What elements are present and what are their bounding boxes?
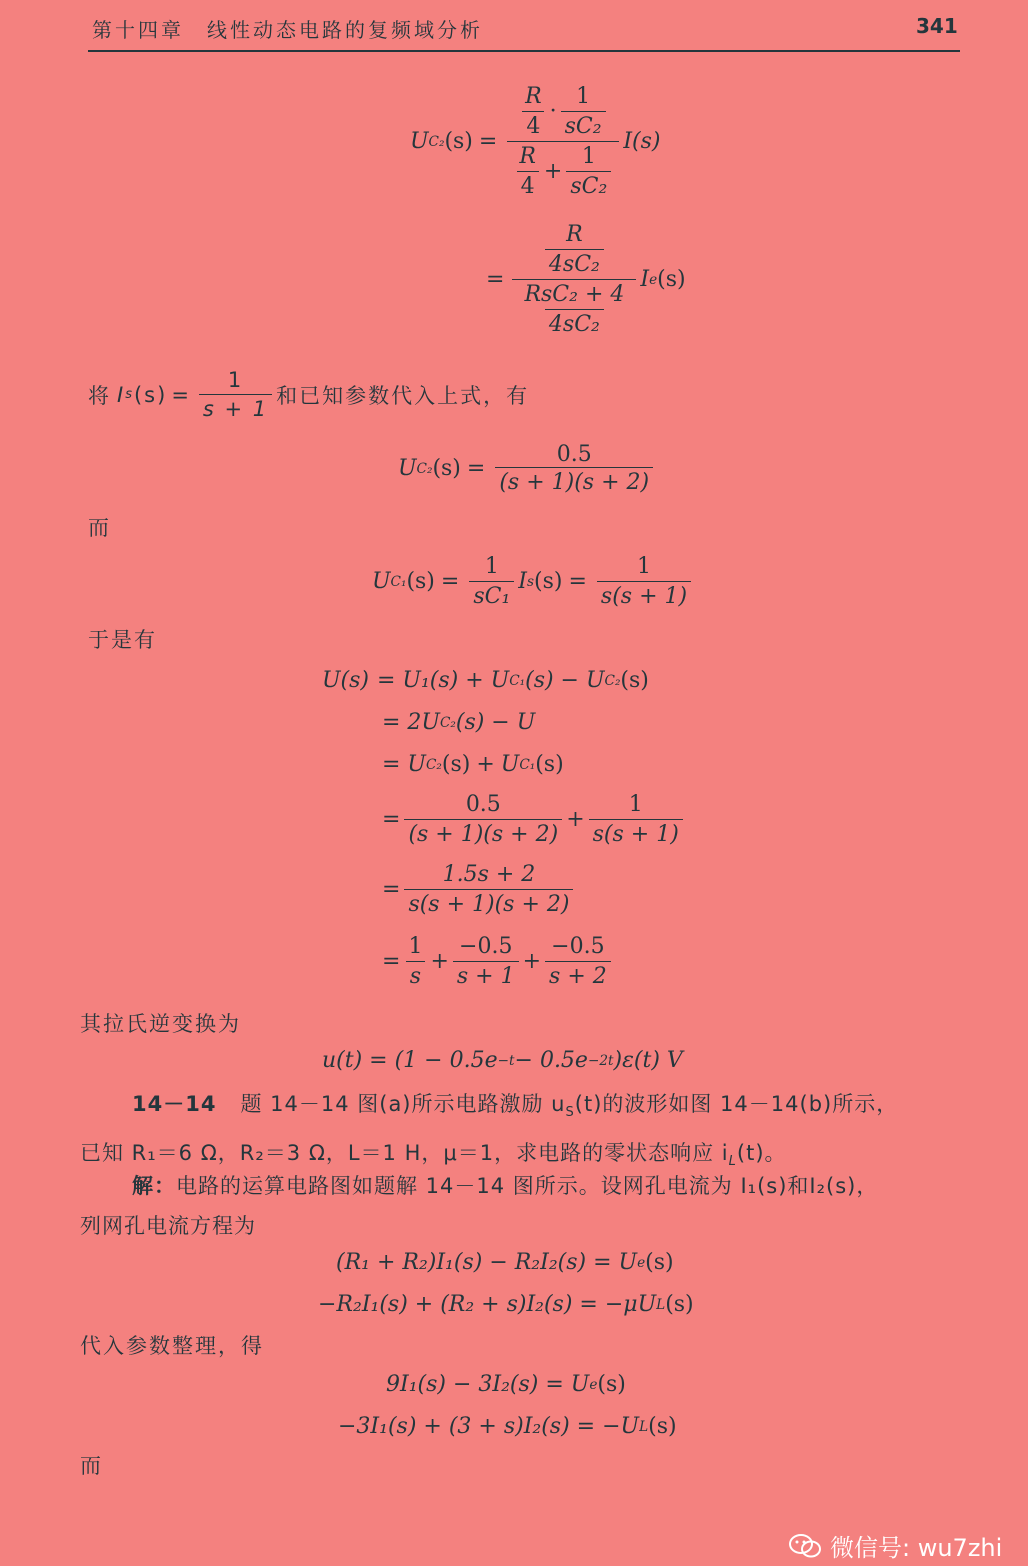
frac-num: 0.5: [465, 792, 501, 817]
plus-operator: +: [522, 949, 542, 974]
frac-num: R: [519, 144, 536, 169]
current-ie: I: [640, 267, 650, 292]
numeric-equation-2: [338, 1414, 677, 1439]
subscript: L: [639, 1418, 649, 1435]
expr-fragment: (R₁ + R₂)I₁(s) − R₂I₂(s) = U: [336, 1250, 638, 1275]
frac-num: 1.5s + 2: [442, 862, 536, 887]
connector-and-2: 而: [80, 1454, 103, 1478]
compound-fraction: [507, 84, 619, 199]
mesh-equation-1: [336, 1250, 674, 1275]
plus-operator: +: [566, 807, 585, 832]
frac-den: 4: [522, 111, 544, 139]
text-fragment: 和已知参数代入上式，有: [276, 383, 530, 408]
solution-text: 电路的运算电路图如题解 14－14 图所示。设网孔电流为 I₁(s)和I₂(s)，: [176, 1174, 879, 1198]
watermark: [788, 1528, 1002, 1563]
subscript: C₂: [604, 672, 621, 689]
frac-den: (s + 1)(s + 2): [404, 819, 562, 847]
equation-uc1: [372, 554, 695, 609]
arg-s: (s): [441, 752, 471, 777]
frac-den: s(s + 1): [589, 819, 683, 847]
equation-uc2-def: [410, 84, 660, 199]
arg-s: (s): [444, 129, 473, 154]
frac-den: 4sC₂: [545, 249, 604, 277]
frac-num: −0.5: [551, 934, 605, 959]
equals-sign: =: [466, 456, 486, 481]
subscript: L: [656, 1296, 666, 1313]
exponent: −t: [497, 1052, 515, 1069]
frac-num: 1: [408, 934, 423, 959]
equation-uc2-result: [398, 442, 657, 495]
mesh-equation-2: [318, 1292, 694, 1317]
arg-s: (s): [406, 569, 435, 594]
problem-text: (t)的波形如图 14－14(b)所示，: [574, 1092, 899, 1116]
frac-num: 1: [576, 84, 591, 109]
frac-den: s + 1: [453, 961, 519, 989]
solution-text: 列网孔电流方程为: [80, 1214, 256, 1238]
expr-fragment: −3I₁(s) + (3 + s)I₂(s) = −U: [338, 1414, 640, 1439]
problem-text: (t)。: [736, 1141, 787, 1166]
expr-fragment: (s): [665, 1292, 694, 1317]
derivation-line-4: [382, 792, 687, 847]
subscript: C₁: [519, 756, 536, 773]
equals-sign: =: [486, 267, 505, 292]
arg-s: (s): [133, 382, 168, 407]
equation-ut: [322, 1048, 683, 1073]
frac-num: 1: [636, 554, 651, 579]
subscript: L: [728, 1154, 737, 1170]
arg-s: (s): [535, 752, 564, 777]
frac-num: 0.5: [556, 442, 592, 467]
expr-fragment: = U₁(s) + U: [377, 668, 510, 693]
connector-and: 而: [88, 516, 111, 540]
arg-s: (s): [620, 668, 649, 693]
subscript: e: [589, 1376, 598, 1393]
expr-fragment: = U: [382, 752, 426, 777]
problem-text: 题 14－14 图(a)所示电路激励 u: [240, 1092, 566, 1116]
derivation-line-6: [382, 934, 615, 989]
solution-paragraph: [80, 1166, 960, 1246]
frac-den: s(s + 1): [597, 581, 691, 609]
frac-den: s + 2: [545, 961, 611, 989]
uc2-subscript: C₂: [416, 460, 433, 477]
subscript: C₁: [509, 672, 526, 689]
expr-fragment: − 0.5e: [514, 1048, 588, 1073]
expr-fragment: u(t) = (1 − 0.5e: [322, 1048, 498, 1073]
expr-fragment: −R₂I₁(s) + (R₂ + s)I₂(s) = −μU: [318, 1292, 657, 1317]
u-symbol: U: [500, 752, 520, 777]
derivation-line-5: [382, 862, 577, 917]
equals-sign: =: [478, 129, 498, 154]
solution-label: 解：: [132, 1174, 176, 1198]
frac-num: R: [525, 84, 542, 109]
wechat-icon: [788, 1533, 822, 1559]
derivation-line-1: [322, 668, 649, 693]
frac-num: 1: [227, 368, 244, 392]
problem-text: 已知 R₁＝6 Ω，R₂＝3 Ω，L＝1 H，μ＝1，求电路的零状态响应 i: [80, 1141, 729, 1166]
frac-den: sC₁: [469, 581, 514, 609]
derivation-line-2: [382, 710, 535, 735]
frac-num: RsC₂ + 4: [524, 282, 625, 307]
u-s-symbol: U(s): [322, 668, 369, 693]
frac-num: R: [566, 222, 583, 247]
uc2-subscript: C₂: [428, 133, 445, 150]
uc1-subscript: C₁: [390, 573, 407, 590]
page-number: 341: [916, 14, 958, 38]
expr-fragment: (s): [648, 1414, 677, 1439]
text-fragment: 将: [88, 383, 111, 408]
current-ie-subscript: e: [649, 271, 658, 288]
uc1-symbol: U: [372, 569, 391, 594]
equals-sign: =: [440, 569, 460, 594]
watermark-label: 微信号: wu7zhi: [830, 1534, 1003, 1562]
substitution-sentence: [88, 368, 529, 421]
arg-s: (s): [432, 456, 461, 481]
plus-operator: +: [543, 159, 563, 184]
equals-sign: =: [171, 382, 191, 407]
expr-fragment: 9I₁(s) − 3I₂(s) = U: [386, 1372, 590, 1397]
uc2-symbol: U: [410, 129, 429, 154]
expr-fragment: = 2U: [382, 710, 440, 735]
equation-uc2-simplified: [486, 222, 686, 337]
expr-fragment: (s): [645, 1250, 674, 1275]
expr-fragment: (s): [597, 1372, 626, 1397]
substitute-params-label: 代入参数整理，得: [80, 1334, 264, 1358]
frac-den: 4: [517, 171, 539, 199]
arg-s: (s): [534, 569, 563, 594]
subscript: C₂: [439, 714, 456, 731]
is-subscript: s: [527, 573, 534, 590]
problem-number: 14－14: [132, 1092, 217, 1116]
plus-operator: +: [430, 949, 449, 974]
inverse-laplace-label: 其拉氏逆变换为: [80, 1012, 241, 1036]
current-is: I(s): [623, 129, 661, 154]
subscript: C₂: [425, 756, 442, 773]
frac-den: s(s + 1)(s + 2): [404, 889, 573, 917]
is-subscript: s: [125, 387, 134, 402]
frac-num: −0.5: [459, 934, 513, 959]
frac-num: 1: [484, 554, 499, 579]
frac-num: 1: [581, 144, 596, 169]
frac-den: sC₂: [566, 171, 611, 199]
frac-den: s + 1: [199, 394, 272, 421]
derivation-line-3: [382, 752, 564, 777]
expr-fragment: (s) − U: [455, 710, 536, 735]
frac-den: 4sC₂: [545, 309, 604, 337]
subscript: e: [637, 1254, 646, 1271]
frac-den: s: [406, 961, 425, 989]
dot-operator: ·: [549, 99, 557, 124]
equals-sign: =: [382, 877, 401, 902]
frac-num: 1: [628, 792, 643, 817]
uc2-symbol: U: [398, 456, 417, 481]
is-symbol: I: [117, 382, 126, 407]
is-symbol: I: [518, 569, 527, 594]
plus-operator: +: [476, 752, 495, 777]
subscript: S: [565, 1105, 575, 1121]
equals-sign: =: [382, 807, 401, 832]
chapter-title: 第十四章 线性动态电路的复频域分析: [92, 18, 483, 42]
equals-sign: =: [568, 569, 587, 594]
frac-den: (s + 1)(s + 2): [495, 467, 653, 495]
numeric-equation-1: [386, 1372, 626, 1397]
header-rule: [88, 50, 960, 52]
compound-fraction: [512, 222, 636, 337]
exponent: −2t: [587, 1052, 614, 1069]
expr-fragment: )ε(t) V: [613, 1048, 683, 1073]
connector-hence: 于是有: [88, 628, 157, 652]
expr-fragment: (s) − U: [525, 668, 605, 693]
frac-den: sC₂: [561, 111, 606, 139]
arg-s: (s): [657, 267, 686, 292]
equals-sign: =: [382, 949, 401, 974]
